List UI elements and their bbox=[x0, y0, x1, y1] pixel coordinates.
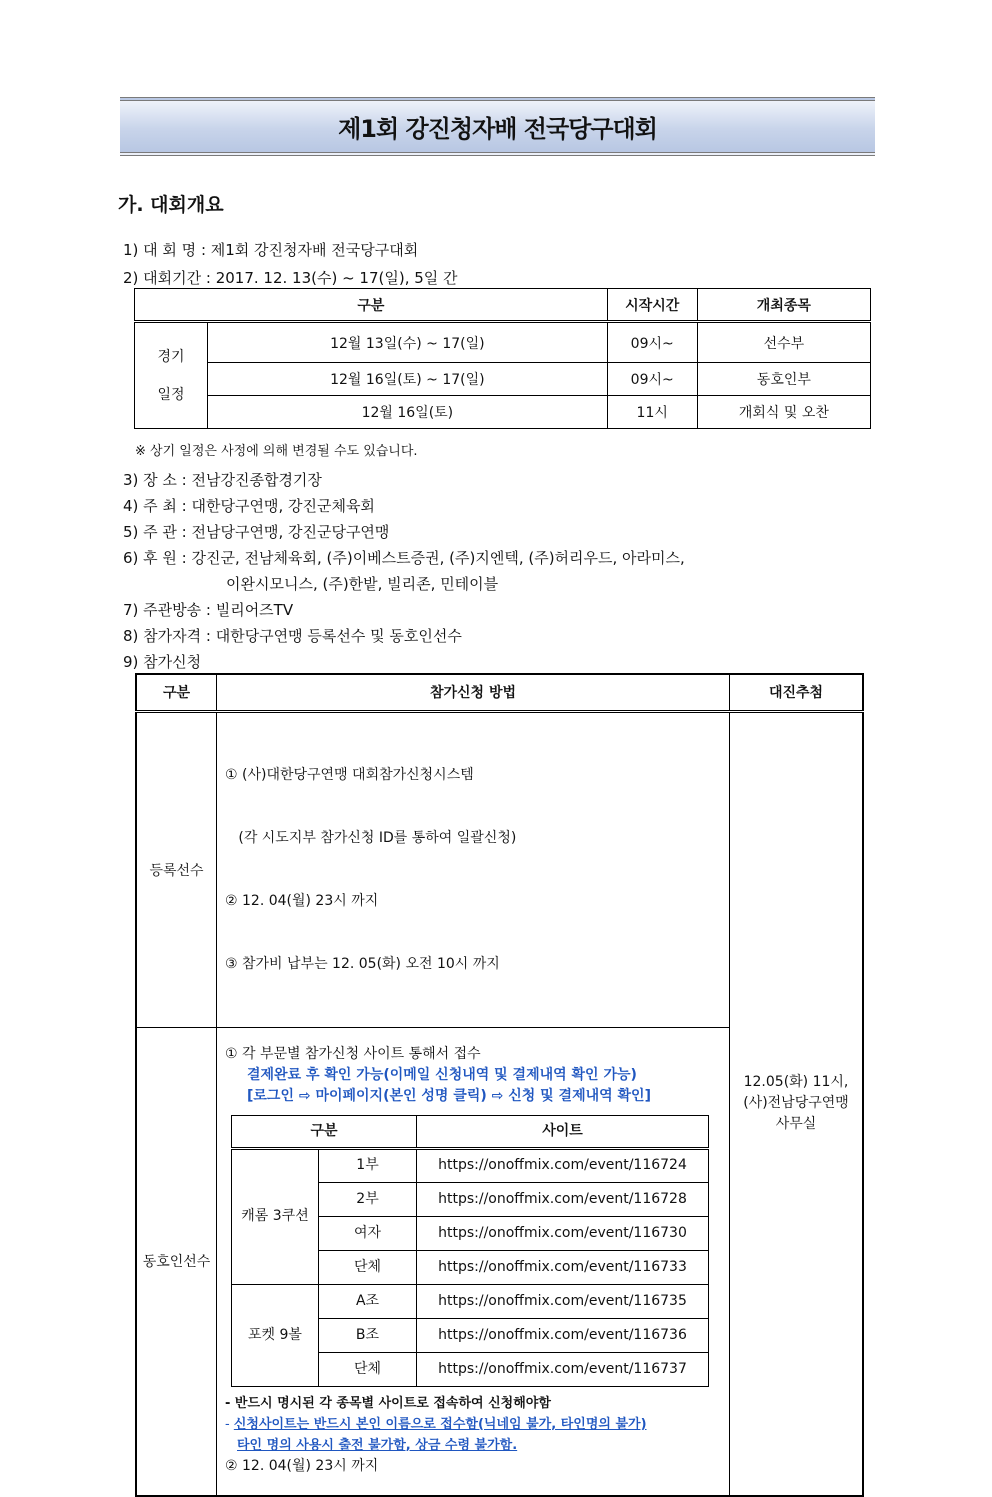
item-organizer: 5) 주 관 : 전남당구연맹, 강진군당구연맹 bbox=[123, 523, 390, 541]
amateur-label: 동호인선수 bbox=[136, 1027, 217, 1496]
notice-warning-text: 신청사이트는 반드시 본인 이름으로 접수함(닉네임 불가, 타인명의 불가) bbox=[233, 1416, 647, 1432]
schedule-event: 개회식 및 오찬 bbox=[697, 396, 870, 429]
schedule-date: 12월 13일(수) ~ 17(일) bbox=[208, 322, 608, 363]
site-link[interactable]: https://onoffmix.com/event/116728 bbox=[417, 1182, 709, 1216]
schedule-date: 12월 16일(토) bbox=[208, 396, 608, 429]
page-title: 제1회 강진청자배 전국당구대회 bbox=[338, 115, 657, 143]
item-name: 1) 대 회 명 : 제1회 강진청자배 전국당구대회 bbox=[123, 241, 419, 259]
schedule-note: ※ 상기 일정은 사정에 의해 변경될 수도 있습니다. bbox=[135, 444, 418, 459]
draw-line: (사)전남당구연맹 bbox=[743, 1095, 849, 1112]
section-heading: 가. 대회개요 bbox=[118, 194, 224, 216]
schedule-event: 선수부 bbox=[697, 322, 870, 363]
division: 2부 bbox=[319, 1182, 417, 1216]
draw-line: 사무실 bbox=[775, 1116, 817, 1133]
site-link[interactable]: https://onoffmix.com/event/116724 bbox=[417, 1148, 709, 1182]
item-eligibility: 8) 참가자격 : 대한당구연맹 등록선수 및 동호인선수 bbox=[123, 627, 462, 645]
site-link[interactable]: https://onoffmix.com/event/116735 bbox=[417, 1284, 709, 1318]
registered-label: 등록선수 bbox=[136, 711, 217, 1027]
division: A조 bbox=[319, 1284, 417, 1318]
group-label-line: 경기 bbox=[157, 348, 185, 365]
notice-warning-text: 타인 명의 사용시 출전 불가함, 상금 수령 불가함. bbox=[237, 1437, 518, 1453]
registered-method bbox=[217, 711, 730, 1027]
schedule-group-label bbox=[135, 322, 208, 429]
item-application: 9) 참가신청 bbox=[123, 653, 202, 671]
pocket-label: 포켓 9볼 bbox=[232, 1284, 319, 1386]
method-line: ② 12. 04(월) 23시 까지 bbox=[225, 1457, 379, 1474]
apply-header: 참가신청 방법 bbox=[217, 674, 730, 711]
division: 단체 bbox=[319, 1250, 417, 1284]
division: 단체 bbox=[319, 1352, 417, 1386]
item-venue: 3) 장 소 : 전남강진종합경기장 bbox=[123, 471, 322, 489]
method-note-blue: [로그인 ⇨ 마이페이지(본인 성명 클릭) ⇨ 신청 및 결제내역 확인] bbox=[247, 1087, 651, 1104]
schedule-time: 11시 bbox=[607, 396, 697, 429]
apply-header: 대진추첨 bbox=[730, 674, 864, 711]
division: 1부 bbox=[319, 1148, 417, 1182]
amateur-method bbox=[217, 1027, 730, 1496]
method-line: ③ 참가비 납부는 12. 05(화) 오전 10시 까지 bbox=[225, 955, 500, 972]
schedule-header: 시작시간 bbox=[607, 289, 697, 322]
group-label-line: 일정 bbox=[157, 386, 185, 403]
notice-warning: - 신청사이트는 반드시 본인 이름으로 접수함(닉네임 불가, 타인명의 불가) bbox=[225, 1416, 647, 1432]
schedule-time: 09시~ bbox=[607, 322, 697, 363]
item-sponsor: 6) 후 원 : 강진군, 전남체육회, (주)이베스트증권, (주)지엔텍, (주)허리우드, 아라미스, bbox=[123, 549, 685, 567]
schedule-date: 12월 16일(토) ~ 17(일) bbox=[208, 363, 608, 396]
site-link[interactable]: https://onoffmix.com/event/116730 bbox=[417, 1216, 709, 1250]
site-link[interactable]: https://onoffmix.com/event/116733 bbox=[417, 1250, 709, 1284]
method-note-blue: 결제완료 후 확인 가능(이메일 신청내역 및 결제내역 확인 가능) bbox=[247, 1066, 637, 1083]
notice-line: - 반드시 명시된 각 종목별 사이트로 접속하여 신청해야함 bbox=[225, 1395, 551, 1411]
title-banner bbox=[120, 97, 875, 156]
item-period: 2) 대회기간 : 2017. 12. 13(수) ~ 17(일), 5일 간 bbox=[123, 269, 458, 287]
division: 여자 bbox=[319, 1216, 417, 1250]
draw-line: 12.05(화) 11시, bbox=[743, 1074, 849, 1091]
method-line: (각 시도지부 참가신청 ID를 통하여 일괄신청) bbox=[225, 829, 517, 846]
schedule-header: 개최종목 bbox=[697, 289, 870, 322]
method-line: ② 12. 04(월) 23시 까지 bbox=[225, 892, 379, 909]
item-sponsor-cont: 이완시모니스, (주)한밭, 빌리존, 민테이블 bbox=[226, 575, 499, 593]
schedule-table bbox=[134, 288, 871, 429]
apply-header: 구분 bbox=[136, 674, 217, 711]
division: B조 bbox=[319, 1318, 417, 1352]
item-host: 4) 주 최 : 대한당구연맹, 강진군체육회 bbox=[123, 497, 375, 515]
site-header: 구분 bbox=[232, 1115, 417, 1148]
site-table bbox=[231, 1115, 709, 1387]
carom-label: 캐롬 3쿠션 bbox=[232, 1148, 319, 1284]
site-header: 사이트 bbox=[417, 1115, 709, 1148]
schedule-event: 동호인부 bbox=[697, 363, 870, 396]
draw-cell bbox=[730, 711, 864, 1496]
method-line: ① 각 부문별 참가신청 사이트 통해서 접수 bbox=[225, 1045, 481, 1062]
site-link[interactable]: https://onoffmix.com/event/116736 bbox=[417, 1318, 709, 1352]
schedule-header: 구분 bbox=[135, 289, 608, 322]
site-link[interactable]: https://onoffmix.com/event/116737 bbox=[417, 1352, 709, 1386]
application-table bbox=[135, 673, 864, 1497]
item-broadcast: 7) 주관방송 : 빌리어즈TV bbox=[123, 601, 294, 619]
method-line: ① (사)대한당구연맹 대회참가신청시스템 bbox=[225, 766, 474, 783]
notice-warning-cont bbox=[225, 1435, 721, 1456]
schedule-time: 09시~ bbox=[607, 363, 697, 396]
